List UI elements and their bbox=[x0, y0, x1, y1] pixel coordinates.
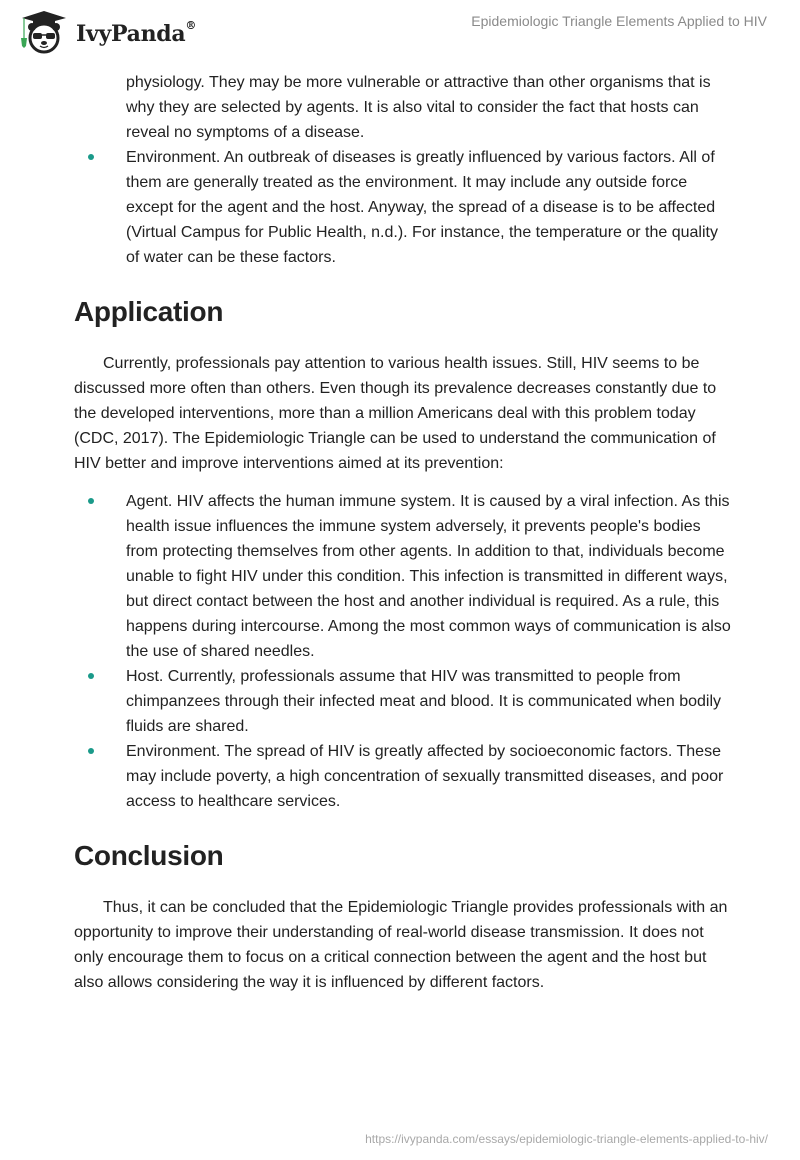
bullet-icon bbox=[88, 154, 94, 160]
source-url[interactable]: https://ivypanda.com/essays/epidemiologic-triangle-elements-applied-to-hiv/ bbox=[365, 1132, 768, 1146]
document-title: Epidemiologic Triangle Elements Applied to HIV bbox=[471, 13, 767, 29]
section-heading-application: Application bbox=[74, 296, 224, 327]
list-item-text: Environment. An outbreak of diseases is greatly influenced by various factors. All of them are generally treated as the environment. It may include any outside force except for the agent and the host. Anyway, the spread of a disease is to be affected (Virtual Campus for Public Health, n.d.). For instance, the temperature or the quality of water can be these factors. bbox=[126, 149, 718, 266]
page-header bbox=[0, 0, 800, 60]
bullet-icon bbox=[88, 673, 94, 679]
list-item-text: Agent. HIV affects the human immune system. It is caused by a viral infection. As this health issue influences the immune system adversely, it prevents people's bodies from protecting themselves from other agents. In addition to that, individuals become unable to fight HIV under this condition. This infection is transmitted in different ways, but direct contact between the host and another individual is required. As a rule, this happens during intercourse. Among the most common ways of communication is also the use of shared needles. bbox=[126, 493, 731, 660]
list-item bbox=[74, 739, 734, 814]
application-paragraph: Currently, professionals pay attention to various health issues. Still, HIV seems to be discussed more often than others. Even though its prevalence decreases constantly due to the developed interventions, more than a million Americans deal with this problem today (CDC, 2017). The Epidemiologic Triangle can be used to understand the communication of HIV better and improve interventions aimed at its prevention: bbox=[74, 355, 717, 472]
panda-graduate-icon bbox=[16, 8, 72, 59]
bullet-icon bbox=[88, 498, 94, 504]
essay-content bbox=[74, 70, 734, 995]
registered-mark: ® bbox=[185, 18, 197, 32]
brand-logo[interactable] bbox=[16, 8, 196, 59]
conclusion-paragraph: Thus, it can be concluded that the Epidemiologic Triangle provides professionals with an opportunity to improve their understanding of real-world disease transmission. It does not only encourage them to focus on a critical connection between the agent and the host but also allows considering the way it is influenced by different factors. bbox=[74, 899, 728, 991]
application-list bbox=[74, 489, 734, 814]
section-heading-conclusion: Conclusion bbox=[74, 840, 224, 871]
intro-list bbox=[74, 145, 734, 270]
list-item-text: Host. Currently, professionals assume that HIV was transmitted to people from chimpanzees through their infected meat and blood. It is communicated when bodily fluids are shared. bbox=[126, 668, 722, 735]
list-item bbox=[74, 145, 734, 270]
brand-name-text: IvyPanda bbox=[76, 20, 186, 47]
list-item bbox=[74, 664, 734, 739]
continued-list-text: physiology. They may be more vulnerable or attractive than other organisms that is why they are selected by agents. It is also vital to consider the fact that hosts can reveal no symptoms of a disease. bbox=[126, 74, 711, 141]
list-item-text: Environment. The spread of HIV is greatly affected by socioeconomic factors. These may include poverty, a high concentration of sexually transmitted diseases, and poor access to healthcare services. bbox=[126, 743, 724, 810]
list-item bbox=[74, 489, 734, 664]
brand-name bbox=[76, 18, 197, 47]
bullet-icon bbox=[88, 748, 94, 754]
